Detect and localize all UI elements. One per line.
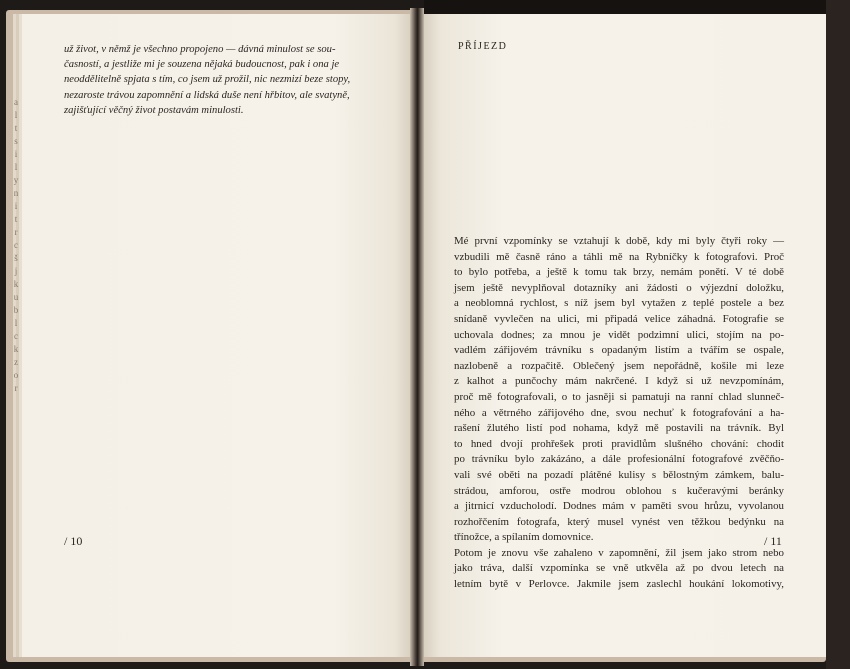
margin-fragment-char: k [13,344,19,354]
text-line: vzbudili mě časně ráno a táhli mě na Rybníčky k fotografovi. Proč [454,250,784,263]
text-line: rozhořčením fotografa, který musel vynést ven těžkou bedýnku na [454,515,784,528]
margin-fragment-char: r [14,227,18,237]
text-line: nezaroste trávou zapomnění a lidská duše není hřbitov, ale svatyně, [64,89,350,101]
text-line: třínožce, a spílaním domovnice. [454,531,594,544]
margin-fragment-char: l [14,162,18,172]
text-line: rašení žlutého listí pod nohama, když mě postavili na trávník. Byl [454,422,784,435]
margin-fragment-char: y [13,175,19,185]
margin-fragment-char: i [14,149,18,159]
text-line: uchovala dodnes; za mnou je vidět podzimní ulici, stojím na po- [454,328,784,341]
text-line: snídaně vyvlečen na ulici, mi připadá velice záhadná. Fotografie se [454,312,784,325]
text-line: a neoblomná rychlost, s níž jsem byl vytažen z teplé postele a bez [454,297,784,310]
page-number-left: / 10 [64,534,83,548]
chapter-title: PŘÍJEZD [458,41,508,52]
right-page-text [454,234,784,593]
text-line: vali své oběti na pozadí plátěné kulisy s bělostným zámkem, balu- [454,468,784,481]
text-line: vadlém zářijovém trávníku s opadaným listím a tvářím se ospale, [454,344,784,357]
text-line: už život, v němž je všechno propojeno — dávná minulost se sou- [64,44,336,55]
text-line: po trávníku bylo zakázáno, a dále profesionální fotografové zvěčňo- [454,453,784,466]
text-line: zajišťující věčný život postavám minulosti. [64,104,244,116]
text-line: to hned dvojí prohřešek proti pravidlům slušného chování: chodit [454,437,784,450]
text-line: Mé první vzpomínky se vztahují k době, kdy mi byly čtyři roky — [454,235,784,247]
text-line: časností, a jestliže mi je souzena nějaká budoucnost, pak i ona je [64,59,340,71]
text-line: z kalhot a punčochy mám nakrčené. I když si už nevzpomínám, [454,375,784,388]
text-line: jsem ještě nevyplňoval dotazníky ani žádosti o výjezdní doložku, [454,281,784,294]
margin-fragment-char: o [13,370,19,380]
margin-fragment-char: n [13,188,19,198]
text-line: a jitrnicí vzducholodí. Dodnes mám v paměti svou hrůzu, vyvolanou [454,500,784,513]
text-line: neoddělitelně spjata s tím, co jsem už prožil, nic nezmizí beze stopy, [64,74,351,86]
margin-fragment-char: r [14,383,18,393]
margin-fragment-char: c [14,331,18,341]
page-number-right: / 11 [764,534,782,548]
text-line: letním bytě v Perlovce. Jakmile jsem zaslechl houkání lokomotivy, [454,578,784,591]
background-edge [826,0,850,669]
text-line: strádou, amforou, ostře modrou oblohou s kučeravými beránky [454,484,784,497]
margin-fragment-char: t [14,214,18,224]
text-line: proč mě fotografovali, o to jasněji si pamatuji na ranní chlad slunneč- [454,390,784,403]
text-line: Potom je znovu vše zahaleno v zapomnění, žil jsem jako strom nebo [454,546,784,559]
background-shadow [424,0,838,14]
margin-fragment-char: z [14,357,18,367]
text-line: ného a větrného zářijového dne, svou nechuť k fotografování a ha- [454,406,784,419]
left-page-text [64,42,390,118]
margin-fragment-char: a [14,97,18,107]
text-line: jako tráva, další vzpomínka se vně utkvěla až po dvou letech na [454,562,784,575]
margin-fragment-char: c [14,240,18,250]
margin-fragment-char: š [14,253,18,263]
margin-fragment-char: l [14,318,18,328]
margin-fragment-char: l [14,110,18,120]
text-line: nazlobeně a rozpačitě. Oblečený jsem nepořádně, košile mi leze [454,359,784,372]
margin-fragment-char: i [14,201,18,211]
margin-fragments [10,96,22,393]
margin-fragment-char: t [14,123,18,133]
margin-fragment-char: j [14,266,18,276]
book-gutter [410,8,424,666]
margin-fragment-char: u [13,292,19,302]
margin-fragment-char: k [13,279,19,289]
margin-fragment-char: b [13,305,19,315]
text-line: to bylo potřeba, a ještě k tomu tak brzy, nemám ponětí. V té době [454,266,784,279]
margin-fragment-char: s [14,136,18,146]
